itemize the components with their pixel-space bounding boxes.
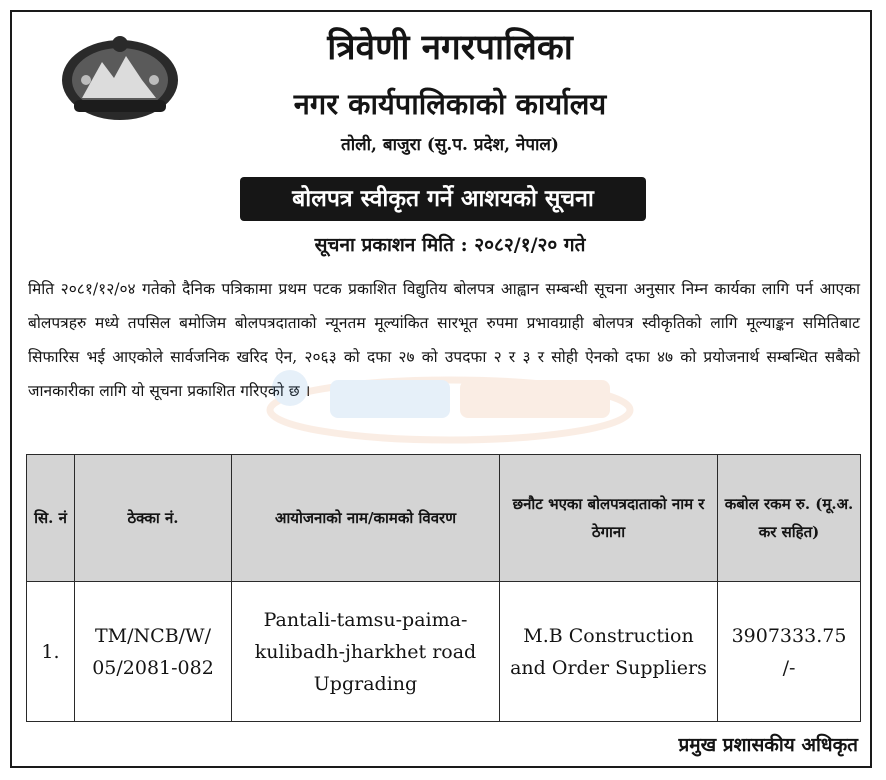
header-bid-amount: कबोल रकम रु. (मू.अ. कर सहित) xyxy=(718,455,861,582)
cell-bid-amount: 3907333.75 /- xyxy=(718,582,861,722)
header-contract-no: ठेक्का नं. xyxy=(75,455,232,582)
office-name: नगर कार्यपालिकाको कार्यालय xyxy=(293,87,607,121)
cell-project-name: Pantali-tamsu-paima-kulibadh-jharkhet road Upgrading xyxy=(232,582,500,722)
nepal-government-emblem xyxy=(56,26,184,126)
municipality-name: त्रिवेणी नगरपालिका xyxy=(327,27,573,68)
contract-table xyxy=(26,454,861,722)
cell-bidder-name: M.B Construction and Order Suppliers xyxy=(500,582,718,722)
notice-title-banner: बोलपत्र स्वीकृत गर्ने आशयको सूचना xyxy=(240,177,646,221)
notice-body-paragraph: मिति २०८१/१२/०४ गतेको दैनिक पत्रिकामा प्रथम पटक प्रकाशित विद्युतिय बोलपत्र आह्वान सम्बन्धी सूचना अनुसार निम्न कार्यका लागि पर्न आएका बोलपत्रहरु मध्ये तपसिल बमोजिम बोलपत्रदाताको न्यूनतम मूल्यांकित सारभूत रुपमा प्रभावग्राही बोलपत्र स्वीकृतिको लागि मूल्याङ्कन समितिबाट सिफारिस भई आएकोले सार्वजनिक खरिद ऐन, २०६३ को दफा २७ को उपदफा २ र ३ र सोही ऐनको दफा ४७ को प्रयोजनार्थ सम्बन्धित सबैको जानकारीका लागि यो सूचना प्रकाशित गरिएको छ । xyxy=(28,280,860,400)
header-bidder-name: छनौट भएका बोलपत्रदाताको नाम र ठेगाना xyxy=(500,455,718,582)
header-serial-no: सि. नं xyxy=(27,455,75,582)
signatory-title: प्रमुख प्रशासकीय अधिकृत xyxy=(678,734,858,756)
table-row xyxy=(27,582,861,722)
table-header-row xyxy=(27,455,861,582)
office-address: तोली, बाजुरा (सु.प. प्रदेश, नेपाल) xyxy=(341,135,559,155)
cell-serial-no: 1. xyxy=(27,582,75,722)
publication-date: सूचना प्रकाशन मिति : २०८२/१/२० गते xyxy=(314,234,586,256)
header-project-name: आयोजनाको नाम/कामको विवरण xyxy=(232,455,500,582)
cell-contract-no: TM/NCB/W/ 05/2081-082 xyxy=(75,582,232,722)
